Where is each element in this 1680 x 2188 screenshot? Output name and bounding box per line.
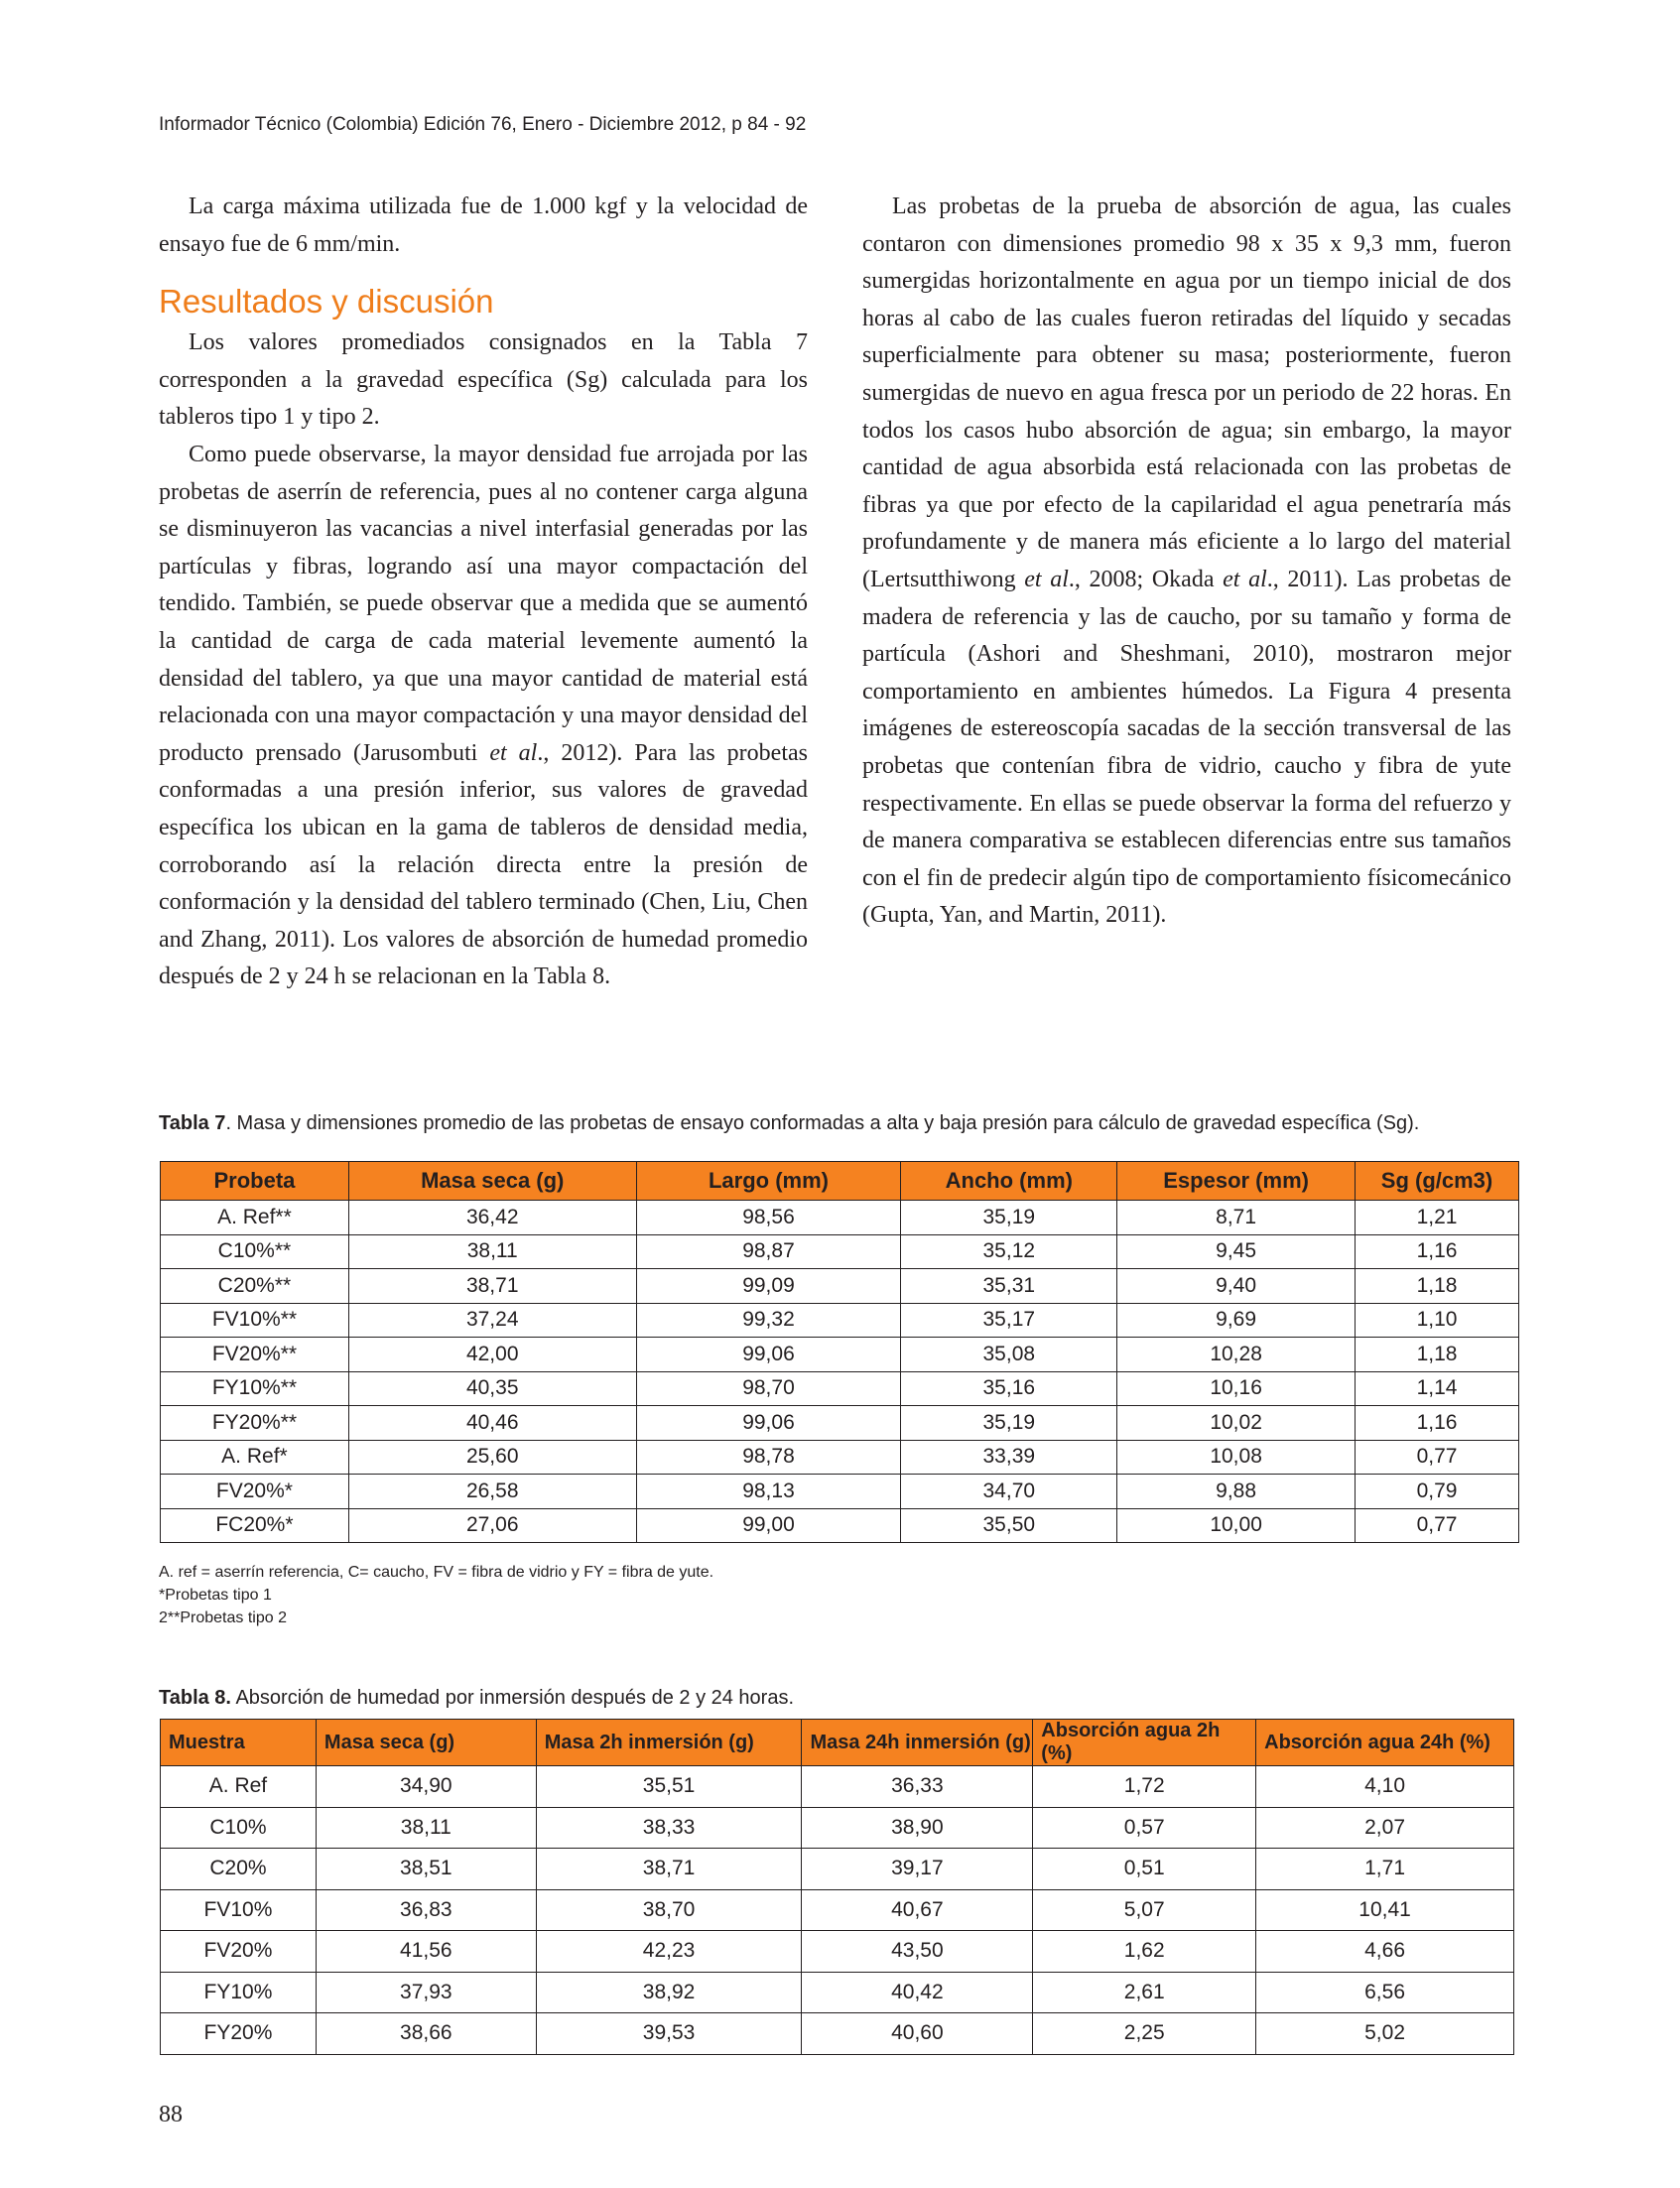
table7-caption-text: . Masa y dimensiones promedio de las probetas de ensayo conformadas a alta y baja presión para cálculo de gravedad específica (Sg). <box>225 1112 1420 1134</box>
table-row <box>161 2013 1514 2055</box>
et-al-text: et al <box>1024 566 1069 592</box>
text-run: Como puede observarse, la mayor densidad fue arrojada por las probetas de aserrín de referencia, pues al no contener carga alguna se disminuyeron las vacancias a nivel interfasial generadas por las partículas y fibras, logrando así una mayor compactación del tendido. También, se puede observar que a medida que se aumentó la cantidad de carga de cada material levemente aumentó la densidad del tablero, ya que una mayor cantidad de material está relacionada con una mayor compactación y una mayor densidad del producto prensado (Jarusombuti <box>159 441 808 766</box>
table-cell: 38,90 <box>802 1807 1033 1849</box>
table-cell: 4,10 <box>1256 1766 1514 1808</box>
table7-note: A. ref = aserrín referencia, C= caucho, FV = fibra de vidrio y FY = fibra de yute. <box>159 1564 714 1581</box>
table-cell: 99,32 <box>636 1303 901 1338</box>
table-cell: 10,41 <box>1256 1889 1514 1931</box>
column-header: Largo (mm) <box>636 1162 901 1201</box>
table-row <box>161 1475 1519 1509</box>
table-cell: 42,23 <box>536 1931 802 1973</box>
table-cell: C10% <box>161 1807 317 1849</box>
table-row <box>161 1766 1514 1808</box>
table-cell: 38,33 <box>536 1807 802 1849</box>
table-cell: 35,19 <box>901 1406 1117 1441</box>
table-cell: 42,00 <box>348 1338 636 1372</box>
table7-caption <box>159 1112 1419 1135</box>
right-column <box>862 189 1511 935</box>
paragraph-absorcion <box>862 189 1511 935</box>
table-cell: 38,71 <box>536 1849 802 1890</box>
table-cell: 34,70 <box>901 1475 1117 1509</box>
table-cell: 10,28 <box>1117 1338 1356 1372</box>
column-header: Muestra <box>161 1720 317 1766</box>
table-cell: FY10%** <box>161 1371 349 1406</box>
table-cell: 9,88 <box>1117 1475 1356 1509</box>
et-al-text: et al <box>489 739 538 766</box>
table-cell: 98,56 <box>636 1201 901 1235</box>
table-cell: 35,12 <box>901 1234 1117 1269</box>
table-cell: 38,11 <box>348 1234 636 1269</box>
table-cell: 99,06 <box>636 1338 901 1372</box>
column-header: Absorción agua 2h (%) <box>1033 1720 1256 1766</box>
table-row <box>161 1807 1514 1849</box>
table-cell: 27,06 <box>348 1508 636 1543</box>
table-cell: FY20%** <box>161 1406 349 1441</box>
table-cell: 35,08 <box>901 1338 1117 1372</box>
table-cell: 39,53 <box>536 2013 802 2055</box>
table-cell: 43,50 <box>802 1931 1033 1973</box>
table-cell: 0,57 <box>1033 1807 1256 1849</box>
table-row <box>161 1972 1514 2013</box>
running-header: Informador Técnico (Colombia) Edición 76, Enero - Diciembre 2012, p 84 - 92 <box>159 114 807 135</box>
table-cell: 10,16 <box>1117 1371 1356 1406</box>
table-cell: 40,60 <box>802 2013 1033 2055</box>
table-cell: 25,60 <box>348 1440 636 1475</box>
table-row <box>161 1338 1519 1372</box>
table8-caption-text: Absorción de humedad por inmersión después de 2 y 24 horas. <box>231 1687 795 1709</box>
table-cell: FV10%** <box>161 1303 349 1338</box>
left-column <box>159 189 808 996</box>
column-header: Masa seca (g) <box>316 1720 536 1766</box>
column-header: Masa 2h inmersión (g) <box>536 1720 802 1766</box>
table-cell: 98,70 <box>636 1371 901 1406</box>
table-cell: FY10% <box>161 1972 317 2013</box>
table-header-row <box>161 1720 1514 1766</box>
table-cell: 37,93 <box>316 1972 536 2013</box>
column-header: Absorción agua 24h (%) <box>1256 1720 1514 1766</box>
table7-notes <box>159 1561 713 1629</box>
et-al-text: et al <box>1223 566 1267 592</box>
table-cell: 1,71 <box>1256 1849 1514 1890</box>
table-cell: 99,00 <box>636 1508 901 1543</box>
text-run: Las probetas de la prueba de absorción de agua, las cuales contaron con dimensiones promedio 98 x 35 x 9,3 mm, fueron sumergidas horizontalmente en agua por un tiempo inicial de dos horas al cabo de las cuales fueron retiradas del líquido y secadas superficialmente para obtener su masa; posteriormente, fueron sumergidas de nuevo en agua fresca por un periodo de 22 horas. En todos los casos hubo absorción de agua; sin embargo, la mayor cantidad de agua absorbida está relacionada con las probetas de fibras ya que por efecto de la capilaridad el agua penetraría más profundamente y de manera más eficiente a lo largo del material (Lertsutthiwong <box>862 193 1511 592</box>
table-cell: 38,92 <box>536 1972 802 2013</box>
table-cell: 36,33 <box>802 1766 1033 1808</box>
table-cell: 34,90 <box>316 1766 536 1808</box>
table-cell: 26,58 <box>348 1475 636 1509</box>
table-cell: 2,25 <box>1033 2013 1256 2055</box>
table7-caption-label: Tabla 7 <box>159 1112 226 1134</box>
table-cell: 1,14 <box>1356 1371 1519 1406</box>
table7-note: 2**Probetas tipo 2 <box>159 1609 287 1626</box>
table-cell: 1,16 <box>1356 1234 1519 1269</box>
table8-caption-label: Tabla 8. <box>159 1687 231 1709</box>
table-cell: 35,17 <box>901 1303 1117 1338</box>
table-cell: 4,66 <box>1256 1931 1514 1973</box>
table-row <box>161 1849 1514 1890</box>
table-cell: 99,09 <box>636 1269 901 1304</box>
table-cell: 33,39 <box>901 1440 1117 1475</box>
table-cell: 1,18 <box>1356 1269 1519 1304</box>
table-cell: 36,42 <box>348 1201 636 1235</box>
table-row <box>161 1440 1519 1475</box>
table-cell: 0,79 <box>1356 1475 1519 1509</box>
text-run: ., 2012). Para las probetas conformadas a una presión inferior, sus valores de gravedad específica los ubican en la gama de tableros de densidad media, corroborando así la relación directa entre la presión de conformación y la densidad del tablero terminado (Chen, Liu, Chen and Zhang, 2011). Los valores de absorción de humedad promedio después de 2 y 24 h se relacionan en la Tabla 8. <box>159 739 808 990</box>
column-header: Masa seca (g) <box>348 1162 636 1201</box>
table-cell: 2,07 <box>1256 1807 1514 1849</box>
table-cell: 98,13 <box>636 1475 901 1509</box>
table-cell: FY20% <box>161 2013 317 2055</box>
table-cell: 9,40 <box>1117 1269 1356 1304</box>
table-cell: 35,16 <box>901 1371 1117 1406</box>
table-cell: 1,18 <box>1356 1338 1519 1372</box>
table-row <box>161 1269 1519 1304</box>
section-title: Resultados y discusión <box>159 283 494 321</box>
table-cell: FV20%* <box>161 1475 349 1509</box>
table-cell: FV20% <box>161 1931 317 1973</box>
table-cell: 36,83 <box>316 1889 536 1931</box>
table-cell: A. Ref* <box>161 1440 349 1475</box>
table-cell: 35,50 <box>901 1508 1117 1543</box>
table-cell: 37,24 <box>348 1303 636 1338</box>
table-row <box>161 1931 1514 1973</box>
table-cell: 10,00 <box>1117 1508 1356 1543</box>
column-header: Ancho (mm) <box>901 1162 1117 1201</box>
table-cell: 0,77 <box>1356 1508 1519 1543</box>
table-cell: 2,61 <box>1033 1972 1256 2013</box>
table-cell: A. Ref <box>161 1766 317 1808</box>
table-header-row <box>161 1162 1519 1201</box>
table-cell: 8,71 <box>1117 1201 1356 1235</box>
table-cell: 38,70 <box>536 1889 802 1931</box>
table-cell: 38,66 <box>316 2013 536 2055</box>
table-cell: 35,51 <box>536 1766 802 1808</box>
table-cell: 35,31 <box>901 1269 1117 1304</box>
table-cell: C20%** <box>161 1269 349 1304</box>
column-header: Sg (g/cm3) <box>1356 1162 1519 1201</box>
table-cell: 1,16 <box>1356 1406 1519 1441</box>
table-cell: 6,56 <box>1256 1972 1514 2013</box>
table-cell: 98,87 <box>636 1234 901 1269</box>
text-run: ., 2011). Las probetas de madera de referencia y las de caucho, por su tamaño y forma de partícula (Ashori and Sheshmani, 2010), mostraron mejor comportamiento en ambientes húmedos. La Figura 4 presenta imágenes de estereoscopía sacadas de la sección transversal de las probetas que contenían fibra de vidrio, caucho y fibra de yute respectivamente. En ellas se puede observar la forma del refuerzo y de manera comparativa se establecen diferencias entre sus tamaños con el fin de predecir algún tipo de comportamiento físicomecánico (Gupta, Yan, and Martin, 2011). <box>862 566 1511 929</box>
table-cell: 0,51 <box>1033 1849 1256 1890</box>
column-header: Probeta <box>161 1162 349 1201</box>
table8-caption <box>159 1687 794 1710</box>
table-cell: C10%** <box>161 1234 349 1269</box>
table-row <box>161 1201 1519 1235</box>
table-cell: 40,42 <box>802 1972 1033 2013</box>
table-row <box>161 1889 1514 1931</box>
table-cell: 1,21 <box>1356 1201 1519 1235</box>
table-8 <box>160 1719 1514 2055</box>
table-cell: 1,62 <box>1033 1931 1256 1973</box>
paragraph-tabla7: Los valores promediados consignados en la Tabla 7 corresponden a la gravedad específica (Sg) calculada para los tableros tipo 1 y tipo 2. <box>159 329 808 431</box>
table-7 <box>160 1161 1519 1543</box>
table-cell: 0,77 <box>1356 1440 1519 1475</box>
table-cell: 98,78 <box>636 1440 901 1475</box>
table-cell: 40,35 <box>348 1371 636 1406</box>
table-cell: 38,11 <box>316 1807 536 1849</box>
table-cell: 99,06 <box>636 1406 901 1441</box>
paragraph-carga: La carga máxima utilizada fue de 1.000 kgf y la velocidad de ensayo fue de 6 mm/min. <box>159 193 808 257</box>
table-cell: 38,71 <box>348 1269 636 1304</box>
column-header: Espesor (mm) <box>1117 1162 1356 1201</box>
table-cell: 5,07 <box>1033 1889 1256 1931</box>
table-cell: 41,56 <box>316 1931 536 1973</box>
table-row <box>161 1508 1519 1543</box>
table-cell: 40,67 <box>802 1889 1033 1931</box>
table-cell: 1,72 <box>1033 1766 1256 1808</box>
table-cell: 40,46 <box>348 1406 636 1441</box>
table-cell: 5,02 <box>1256 2013 1514 2055</box>
table-cell: 10,02 <box>1117 1406 1356 1441</box>
table-row <box>161 1406 1519 1441</box>
table-cell: 9,69 <box>1117 1303 1356 1338</box>
table-cell: FV10% <box>161 1889 317 1931</box>
paragraph-densidad <box>159 437 808 996</box>
table-cell: FC20%* <box>161 1508 349 1543</box>
table-cell: 39,17 <box>802 1849 1033 1890</box>
table-cell: 35,19 <box>901 1201 1117 1235</box>
table-cell: 10,08 <box>1117 1440 1356 1475</box>
table-row <box>161 1371 1519 1406</box>
page-number: 88 <box>159 2102 183 2127</box>
column-header: Masa 24h inmersión (g) <box>802 1720 1033 1766</box>
table7-note: *Probetas tipo 1 <box>159 1587 272 1604</box>
table-cell: 1,10 <box>1356 1303 1519 1338</box>
table-cell: A. Ref** <box>161 1201 349 1235</box>
table-cell: 38,51 <box>316 1849 536 1890</box>
table-row <box>161 1234 1519 1269</box>
table-cell: 9,45 <box>1117 1234 1356 1269</box>
table-cell: C20% <box>161 1849 317 1890</box>
table-cell: FV20%** <box>161 1338 349 1372</box>
table-row <box>161 1303 1519 1338</box>
text-run: ., 2008; Okada <box>1068 566 1224 592</box>
